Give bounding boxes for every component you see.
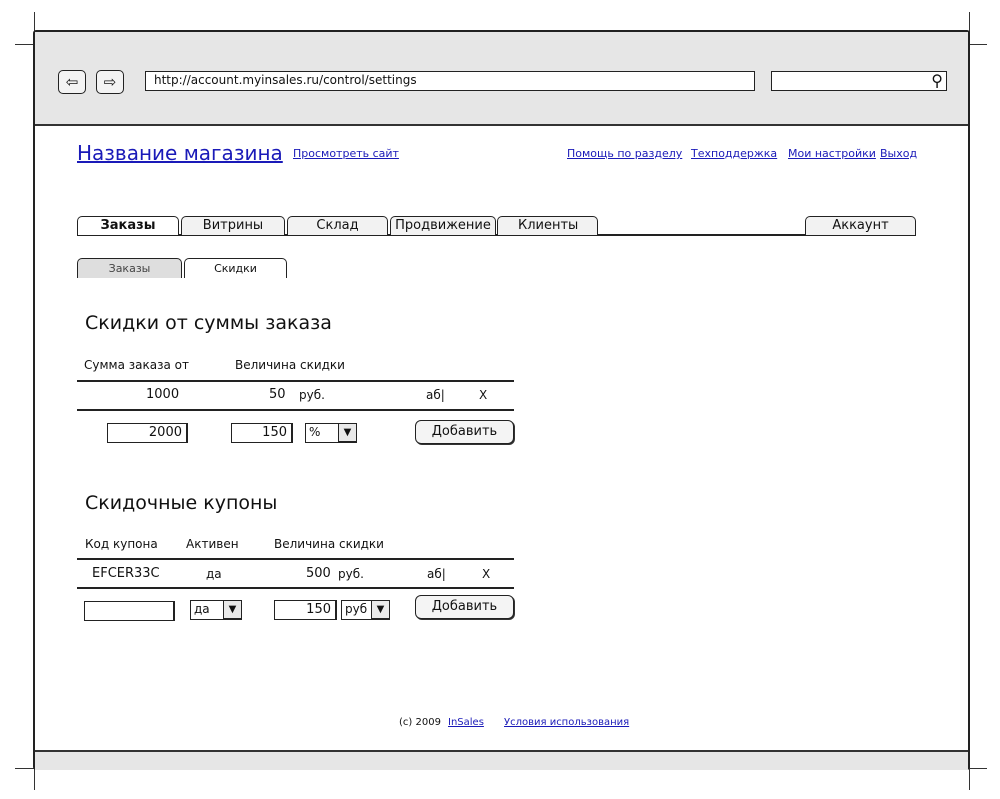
address-bar[interactable]: http://account.myinsales.ru/control/settings bbox=[145, 71, 755, 91]
coupon-row-active: да bbox=[206, 567, 222, 581]
new-coupon-active-value: да bbox=[194, 602, 210, 616]
discounts-title: Скидки от суммы заказа bbox=[85, 312, 332, 334]
insales-link[interactable]: InSales bbox=[448, 717, 484, 728]
tab-storefronts[interactable]: Витрины bbox=[181, 216, 285, 235]
column-coupon-code: Код купона bbox=[85, 537, 158, 551]
coupon-row-code: EFCER33C bbox=[92, 566, 160, 581]
tab-warehouse[interactable]: Склад bbox=[287, 216, 388, 235]
column-coupon-active: Активен bbox=[186, 537, 239, 551]
column-order-amount: Сумма заказа от bbox=[84, 358, 189, 372]
discounts-header-line bbox=[77, 380, 514, 382]
store-name-link[interactable]: Название магазина bbox=[77, 141, 283, 165]
coupon-edit-icon[interactable]: аб| bbox=[427, 567, 446, 581]
column-coupon-discount: Величина скидки bbox=[274, 537, 384, 551]
add-coupon-button[interactable]: Добавить bbox=[415, 595, 514, 619]
coupon-row-unit: руб. bbox=[338, 567, 364, 581]
coupon-delete-icon[interactable]: X bbox=[482, 567, 491, 581]
new-coupon-code-input[interactable] bbox=[84, 601, 175, 621]
forward-arrow-icon[interactable]: ⇨ bbox=[96, 70, 124, 94]
new-coupon-discount-input[interactable]: 150 bbox=[274, 600, 337, 620]
terms-link[interactable]: Условия использования bbox=[504, 717, 630, 728]
logout-link[interactable]: Выход bbox=[880, 147, 918, 160]
browser-search-input[interactable] bbox=[771, 71, 947, 91]
dropdown-arrow-icon[interactable]: ▼ bbox=[371, 600, 390, 619]
dropdown-arrow-icon[interactable]: ▼ bbox=[338, 423, 357, 442]
dropdown-arrow-icon[interactable]: ▼ bbox=[223, 600, 242, 619]
new-discount-unit-select[interactable] bbox=[305, 423, 357, 443]
subtab-orders[interactable]: Заказы bbox=[77, 258, 182, 278]
copyright-text: (c) 2009 bbox=[399, 717, 441, 728]
my-settings-link[interactable]: Мои настройки bbox=[788, 147, 876, 160]
new-discount-unit-value: % bbox=[309, 425, 321, 439]
coupons-header-line bbox=[77, 558, 514, 560]
new-discount-value-input[interactable]: 150 bbox=[231, 423, 293, 443]
coupons-title: Скидочные купоны bbox=[85, 492, 278, 514]
tab-account[interactable]: Аккаунт bbox=[805, 216, 916, 235]
discount-delete-icon[interactable]: X bbox=[479, 388, 488, 402]
browser-status-bar bbox=[35, 750, 968, 770]
new-coupon-unit-value: руб bbox=[345, 602, 368, 616]
subtab-discounts[interactable]: Скидки bbox=[184, 258, 287, 278]
support-link[interactable]: Техподдержка bbox=[691, 147, 778, 160]
column-discount-size: Величина скидки bbox=[235, 358, 345, 372]
add-discount-button[interactable]: Добавить bbox=[415, 420, 514, 444]
tab-clients[interactable]: Клиенты bbox=[497, 216, 598, 235]
coupon-row-discount: 500 bbox=[306, 566, 331, 581]
new-coupon-unit-select[interactable] bbox=[341, 600, 390, 620]
search-icon[interactable]: ⚲ bbox=[931, 71, 943, 90]
new-discount-amount-input[interactable]: 2000 bbox=[107, 423, 188, 443]
back-arrow-icon[interactable]: ⇦ bbox=[58, 70, 86, 94]
coupons-row-line bbox=[77, 587, 514, 589]
new-coupon-active-select[interactable] bbox=[190, 600, 242, 620]
tab-orders[interactable]: Заказы bbox=[77, 216, 179, 235]
tab-promotion[interactable]: Продвижение bbox=[390, 216, 496, 235]
discount-row-unit: руб. bbox=[299, 388, 325, 402]
discount-row-amount: 1000 bbox=[146, 387, 180, 402]
discount-edit-icon[interactable]: аб| bbox=[426, 388, 445, 402]
help-link[interactable]: Помощь по разделу bbox=[567, 147, 683, 160]
discounts-row-line bbox=[77, 409, 514, 411]
discount-row-value: 50 bbox=[269, 387, 286, 402]
view-site-link[interactable]: Просмотреть сайт bbox=[293, 147, 399, 160]
